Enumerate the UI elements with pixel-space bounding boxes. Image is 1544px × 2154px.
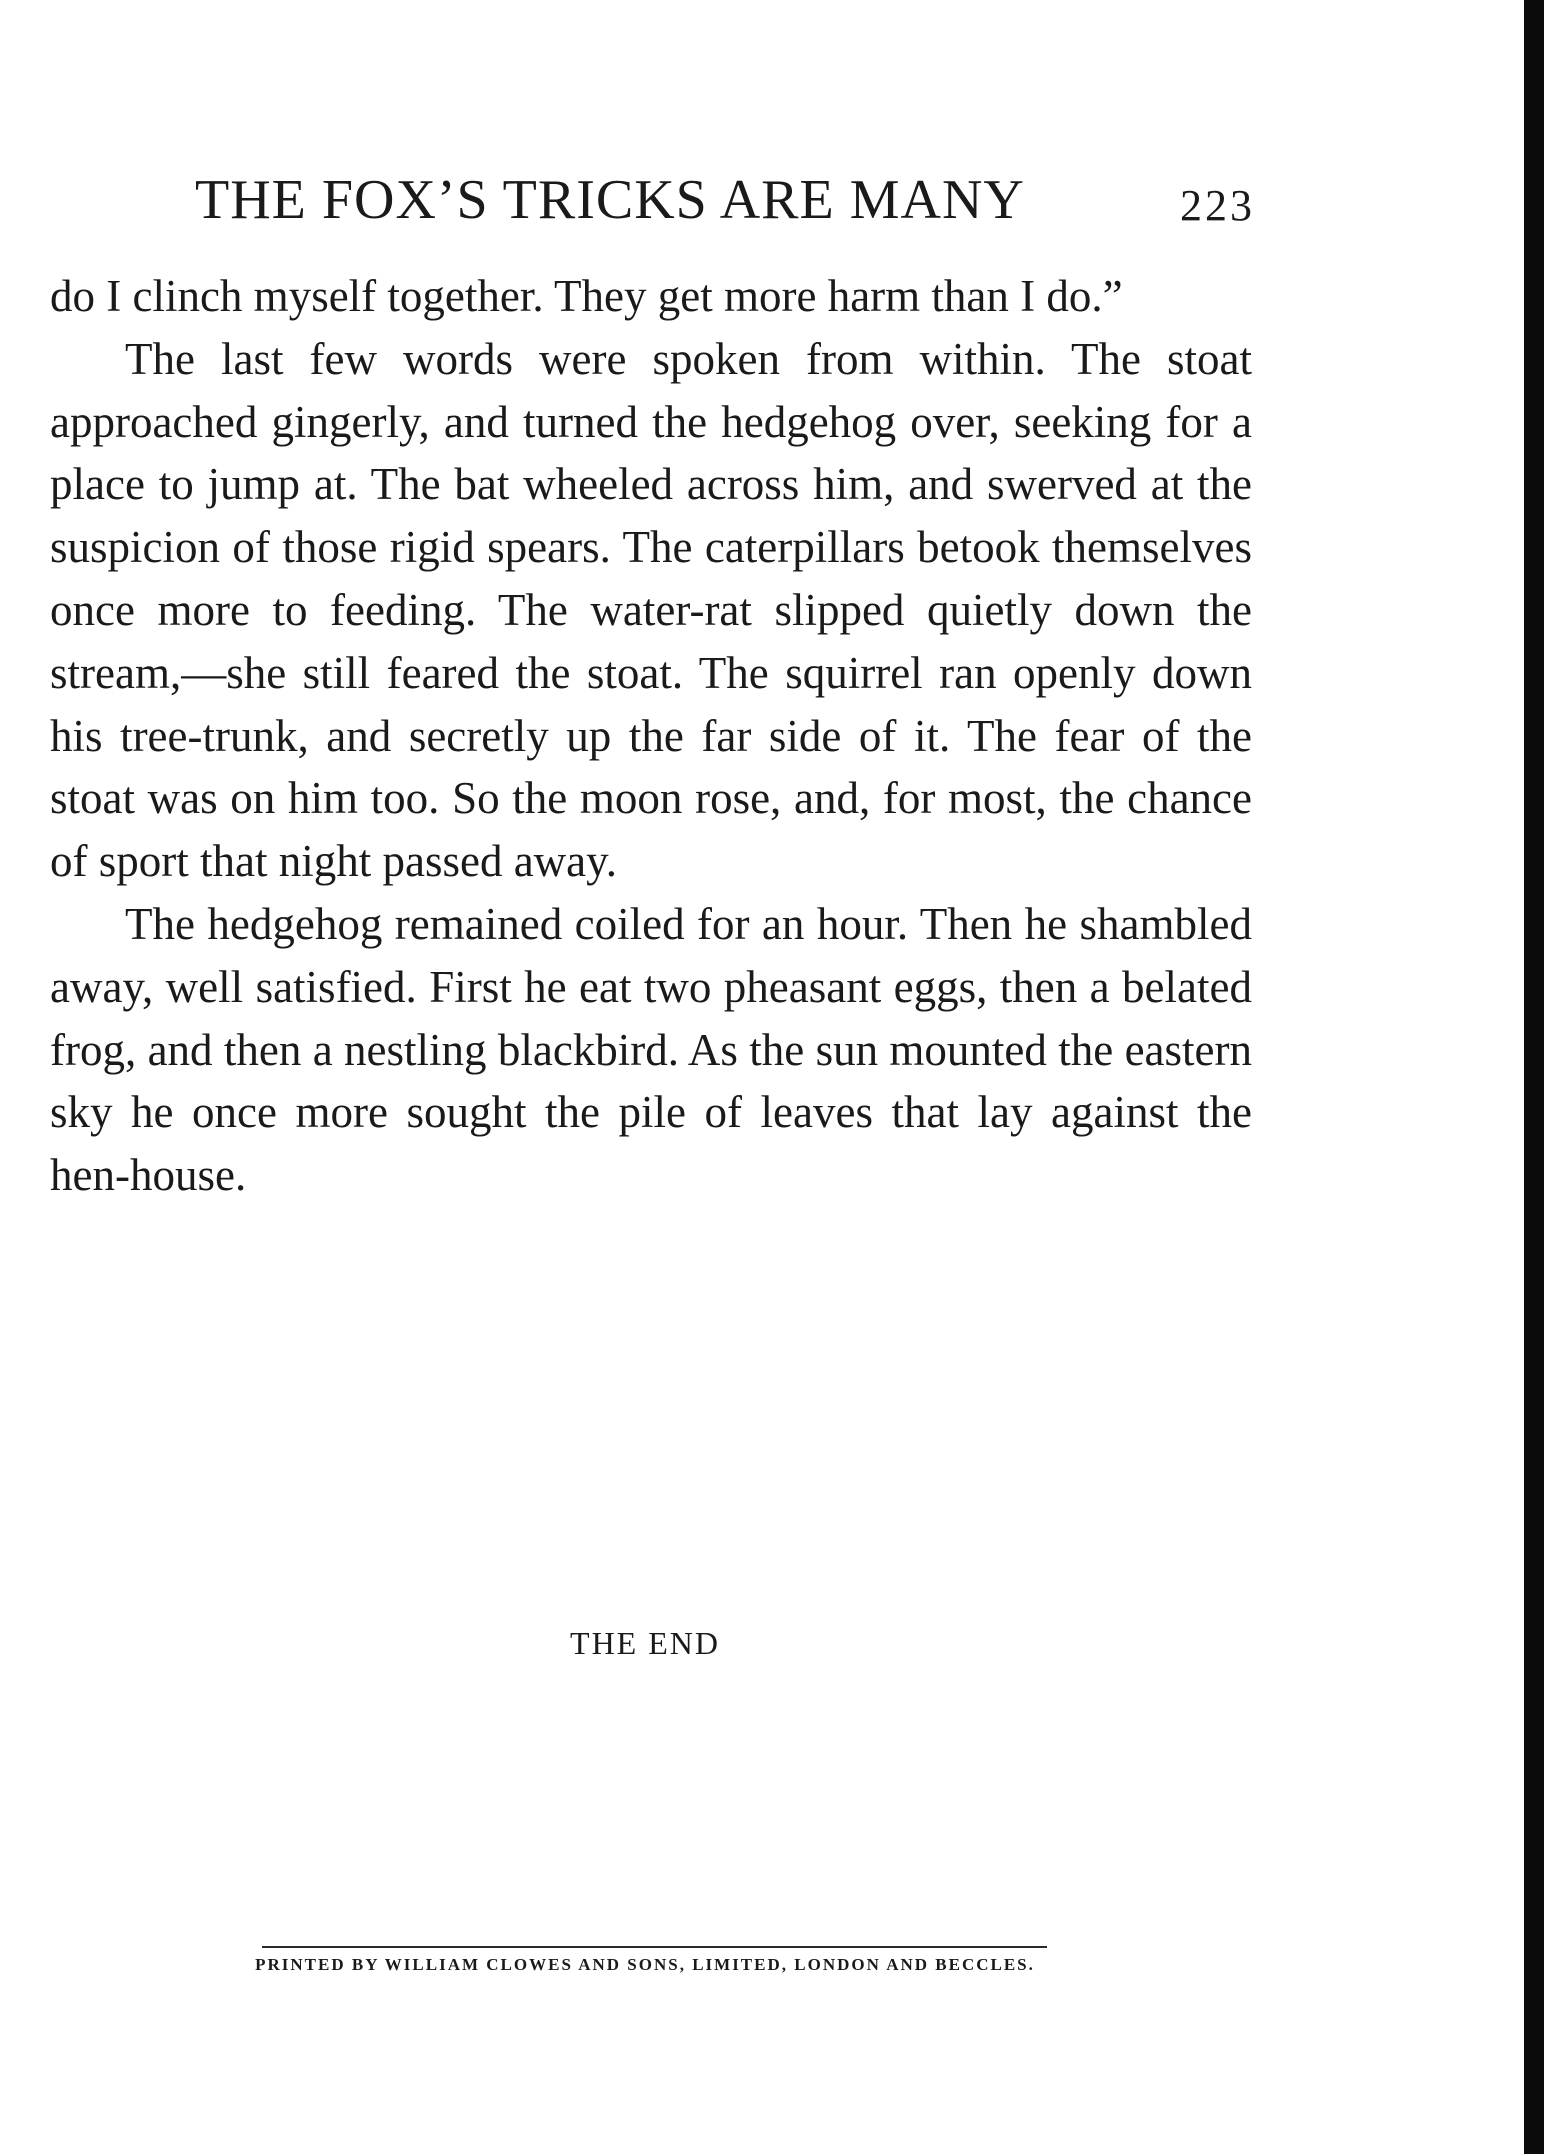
scan-edge <box>1524 0 1544 2154</box>
paragraph-continued: do I clinch myself together. They get more harm than I do.” <box>50 271 1123 321</box>
page-number: 223 <box>1180 181 1255 230</box>
printer-imprint: PRINTED BY WILLIAM CLOWES AND SONS, LIMITED, LONDON AND BECCLES. <box>255 1955 1035 1974</box>
imprint-rule <box>262 1946 1047 1948</box>
paragraph: The last few words were spoken from within. The stoat approached gingerly, and turned the hedgehog over, seeking for a place to jump at. The bat wheeled across him, and swerved at the suspicion of those rigid spears. The caterpillars betook themselves once more to feeding. The water-rat slipped quietly down the stream,—she still feared the stoat. The squirrel ran openly down his tree-trunk, and secretly up the far side of it. The fear of the stoat was on him too. So the moon rose, and, for most, the chance of sport that night passed away. <box>50 333 1252 887</box>
running-title: THE FOX’S TRICKS ARE MANY <box>195 169 1025 231</box>
running-header <box>195 165 1255 235</box>
the-end-mark: THE END <box>570 1625 720 1661</box>
paragraph: The hedgehog remained coiled for an hour. Then he shambled away, well satisfied. First he eat two pheasant eggs, then a belated frog, and then a nestling blackbird. As the sun mounted the eastern sky he once more sought the pile of leaves that lay against the hen-house. <box>50 898 1252 1201</box>
body-text <box>50 265 1252 1207</box>
